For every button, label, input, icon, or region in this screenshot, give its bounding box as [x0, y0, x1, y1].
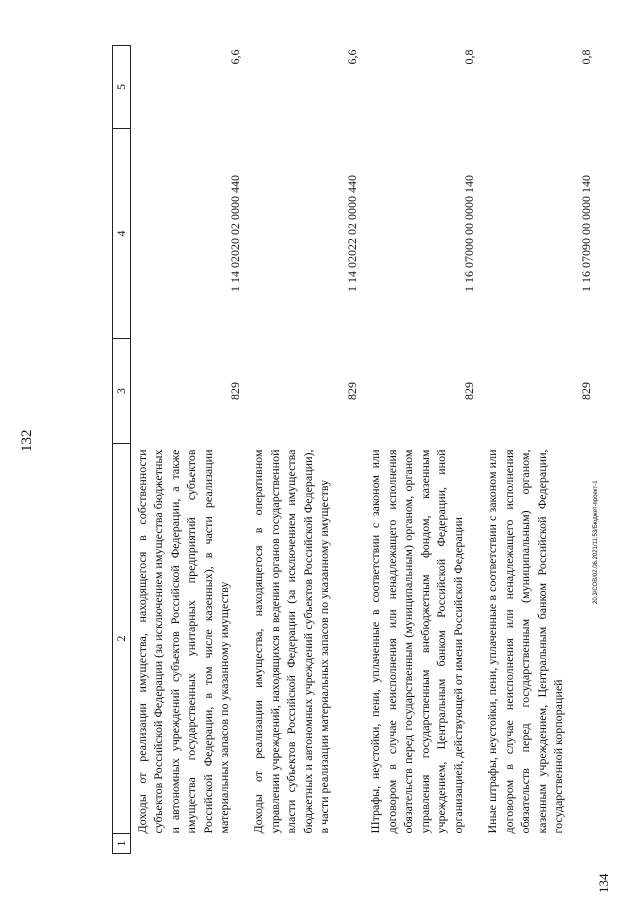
row-budget-code: 1 14 02022 02 0000 440	[344, 175, 359, 292]
empty-cell	[247, 834, 364, 854]
header-col-5: 5	[113, 46, 131, 129]
row-value: 6,6	[227, 49, 242, 65]
table-row	[364, 46, 481, 854]
row-value: 6,6	[344, 49, 359, 65]
empty-cell	[481, 834, 598, 854]
row-value: 0,8	[578, 49, 593, 65]
row-description: Иные штрафы, неустойки, пени, уплаченные в соответствии с законом или договором в случае неисполнения или ненадлежащего исполнения обязательств перед государственным (муниципальным) органом, казенным учреждением, Центральным банком Российской Федерации, государственной корпорацией	[485, 449, 565, 834]
header-row	[113, 46, 131, 854]
row-admin-code: 829	[461, 382, 476, 400]
row-admin-code: 829	[578, 382, 593, 400]
page-number-bottom: 134	[596, 873, 611, 893]
empty-cell	[130, 834, 247, 854]
empty-cell	[364, 834, 481, 854]
revenue-table	[112, 45, 598, 854]
row-description: Доходы от реализации имущества, находящегося в собственности субъектов Российской Федерации (за исключением имущества бюджетных и автономных учреждений субъектов Российской Федерации, а также имущества государственных унитарных предприятий субъектов Российской Федерации, в том числе казенных), в части реализации материальных запасов по указанному имуществу	[134, 449, 231, 834]
table-row	[130, 46, 247, 854]
table-row	[247, 46, 364, 854]
row-budget-code: 1 14 02020 02 0000 440	[227, 175, 242, 292]
header-col-1: 1	[113, 834, 131, 854]
row-description: Штрафы, неустойки, пени, уплаченные в соответствии с законом или договором в случае неисполнения или ненадлежащего исполнения обязательств перед государственным (муниципальным) органом, органом управления государственным внебюджетным фондом, казенным учреждением, Центральным банком Российской Федерации, иной организацией, действующей от имени Российской Федерации	[368, 449, 465, 834]
header-col-3: 3	[113, 339, 131, 444]
row-admin-code: 829	[344, 382, 359, 400]
row-value: 0,8	[461, 49, 476, 65]
row-admin-code: 829	[227, 382, 242, 400]
row-budget-code: 1 16 07000 00 0000 140	[461, 175, 476, 292]
page-number-top: 132	[19, 429, 35, 452]
table-row	[481, 46, 598, 854]
row-budget-code: 1 16 07090 00 0000 140	[578, 175, 593, 292]
header-col-2: 2	[113, 444, 131, 834]
revenue-table-rotated	[112, 46, 593, 854]
header-col-4: 4	[113, 129, 131, 339]
document-footer-code: 20.3/СОВ/02.06.2021/11:53/Бюджет-проект-1	[593, 480, 599, 604]
row-description: Доходы от реализации имущества, находящегося в оперативном управлении учреждений, находящихся в ведении органов государственной власти субъектов Российской Федерации (за исключением имущества бюджетных и автономных учреждений субъектов Российской Федерации), в части реализации материальных запасов по указанному имуществу	[251, 449, 331, 834]
